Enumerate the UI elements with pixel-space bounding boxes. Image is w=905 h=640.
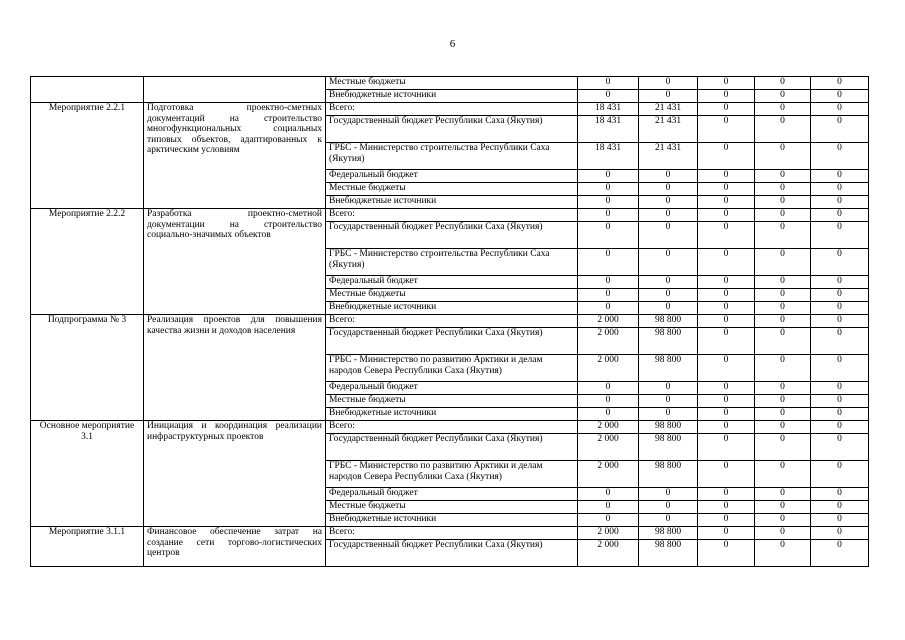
amount-cell: 0 bbox=[639, 196, 698, 209]
amount-cell: 0 bbox=[811, 90, 869, 103]
amount-cell: 2 000 bbox=[578, 328, 639, 355]
amount-cell: 0 bbox=[755, 461, 811, 488]
amount-cell: 0 bbox=[811, 143, 869, 170]
funding-source-cell: Всего: bbox=[326, 209, 578, 222]
table-row bbox=[31, 315, 869, 328]
amount-cell: 0 bbox=[578, 302, 639, 315]
amount-cell: 0 bbox=[698, 183, 755, 196]
amount-cell: 0 bbox=[639, 289, 698, 302]
amount-cell: 0 bbox=[698, 488, 755, 501]
program-code-cell: Подпрограмма № 3 bbox=[31, 315, 144, 421]
table-row bbox=[31, 527, 869, 540]
amount-cell: 0 bbox=[755, 103, 811, 116]
amount-cell: 98 800 bbox=[639, 461, 698, 488]
amount-cell: 0 bbox=[755, 488, 811, 501]
amount-cell: 0 bbox=[811, 170, 869, 183]
funding-source-cell: Местные бюджеты bbox=[326, 183, 578, 196]
amount-cell: 0 bbox=[698, 315, 755, 328]
amount-cell: 0 bbox=[755, 540, 811, 567]
amount-cell: 0 bbox=[578, 90, 639, 103]
amount-cell: 0 bbox=[578, 501, 639, 514]
amount-cell: 0 bbox=[698, 328, 755, 355]
amount-cell: 0 bbox=[698, 90, 755, 103]
amount-cell: 18 431 bbox=[578, 143, 639, 170]
funding-source-cell: Внебюджетные источники bbox=[326, 514, 578, 527]
amount-cell: 18 431 bbox=[578, 103, 639, 116]
funding-source-cell: Всего: bbox=[326, 103, 578, 116]
table-row bbox=[31, 209, 869, 222]
amount-cell: 0 bbox=[698, 289, 755, 302]
amount-cell: 0 bbox=[578, 196, 639, 209]
amount-cell: 0 bbox=[755, 355, 811, 382]
amount-cell: 0 bbox=[755, 209, 811, 222]
amount-cell: 0 bbox=[698, 395, 755, 408]
amount-cell: 0 bbox=[698, 527, 755, 540]
amount-cell: 0 bbox=[639, 249, 698, 276]
amount-cell: 0 bbox=[578, 289, 639, 302]
amount-cell: 0 bbox=[755, 289, 811, 302]
amount-cell: 0 bbox=[698, 461, 755, 488]
amount-cell: 0 bbox=[811, 395, 869, 408]
funding-source-cell: Внебюджетные источники bbox=[326, 408, 578, 421]
program-title-cell: Реализация проектов для повышения качества жизни и доходов населения bbox=[144, 315, 326, 421]
amount-cell: 0 bbox=[698, 408, 755, 421]
amount-cell: 98 800 bbox=[639, 527, 698, 540]
amount-cell: 21 431 bbox=[639, 116, 698, 143]
funding-source-cell: Государственный бюджет Республики Саха (Якутия) bbox=[326, 116, 578, 143]
amount-cell: 0 bbox=[811, 249, 869, 276]
amount-cell: 0 bbox=[811, 302, 869, 315]
funding-source-cell: Федеральный бюджет bbox=[326, 170, 578, 183]
amount-cell: 0 bbox=[578, 183, 639, 196]
amount-cell: 0 bbox=[811, 116, 869, 143]
amount-cell: 0 bbox=[811, 434, 869, 461]
funding-source-cell: Федеральный бюджет bbox=[326, 488, 578, 501]
amount-cell: 0 bbox=[698, 382, 755, 395]
amount-cell: 0 bbox=[755, 527, 811, 540]
amount-cell: 0 bbox=[755, 196, 811, 209]
amount-cell: 0 bbox=[698, 434, 755, 461]
funding-source-cell: Местные бюджеты bbox=[326, 77, 578, 90]
program-code-cell bbox=[31, 77, 144, 103]
amount-cell: 0 bbox=[698, 170, 755, 183]
amount-cell: 0 bbox=[639, 222, 698, 249]
amount-cell: 0 bbox=[639, 302, 698, 315]
amount-cell: 0 bbox=[755, 276, 811, 289]
amount-cell: 0 bbox=[755, 249, 811, 276]
amount-cell: 0 bbox=[578, 249, 639, 276]
program-title-cell: Инициация и координация реализации инфраструктурных проектов bbox=[144, 421, 326, 527]
program-title-cell bbox=[144, 77, 326, 103]
amount-cell: 0 bbox=[755, 116, 811, 143]
funding-source-cell: Федеральный бюджет bbox=[326, 382, 578, 395]
amount-cell: 0 bbox=[639, 170, 698, 183]
amount-cell: 0 bbox=[639, 382, 698, 395]
amount-cell: 0 bbox=[639, 501, 698, 514]
amount-cell: 0 bbox=[811, 289, 869, 302]
amount-cell: 0 bbox=[811, 501, 869, 514]
amount-cell: 0 bbox=[639, 183, 698, 196]
amount-cell: 0 bbox=[698, 116, 755, 143]
amount-cell: 0 bbox=[811, 196, 869, 209]
funding-source-cell: ГРБС - Министерство по развитию Арктики и делам народов Севера Республики Саха (Якутия) bbox=[326, 355, 578, 382]
amount-cell: 98 800 bbox=[639, 434, 698, 461]
amount-cell: 0 bbox=[755, 395, 811, 408]
budget-table bbox=[30, 76, 869, 567]
page-number: 6 bbox=[449, 38, 456, 50]
amount-cell: 0 bbox=[811, 527, 869, 540]
amount-cell: 0 bbox=[755, 222, 811, 249]
amount-cell: 0 bbox=[755, 382, 811, 395]
amount-cell: 0 bbox=[578, 395, 639, 408]
amount-cell: 98 800 bbox=[639, 315, 698, 328]
amount-cell: 0 bbox=[811, 328, 869, 355]
program-title-cell: Разработка проектно-сметной документации на строительство социально-значимых объектов bbox=[144, 209, 326, 315]
program-code-cell: Основное мероприятие 3.1 bbox=[31, 421, 144, 527]
amount-cell: 0 bbox=[578, 408, 639, 421]
amount-cell: 0 bbox=[755, 514, 811, 527]
funding-source-cell: Государственный бюджет Республики Саха (Якутия) bbox=[326, 540, 578, 567]
funding-source-cell: Внебюджетные источники bbox=[326, 90, 578, 103]
funding-source-cell: Всего: bbox=[326, 421, 578, 434]
amount-cell: 0 bbox=[698, 143, 755, 170]
amount-cell: 0 bbox=[698, 421, 755, 434]
table-row bbox=[31, 77, 869, 90]
funding-source-cell: ГРБС - Министерство строительства Республики Саха (Якутия) bbox=[326, 143, 578, 170]
program-title-cell: Подготовка проектно-сметных документаций на строительство многофункциональных социальных типовых объектов, адаптированных к арктическим условиям bbox=[144, 103, 326, 209]
amount-cell: 2 000 bbox=[578, 355, 639, 382]
amount-cell: 0 bbox=[755, 77, 811, 90]
amount-cell: 0 bbox=[698, 302, 755, 315]
amount-cell: 2 000 bbox=[578, 540, 639, 567]
amount-cell: 2 000 bbox=[578, 527, 639, 540]
amount-cell: 98 800 bbox=[639, 355, 698, 382]
funding-source-cell: Федеральный бюджет bbox=[326, 276, 578, 289]
amount-cell: 0 bbox=[578, 514, 639, 527]
amount-cell: 0 bbox=[639, 488, 698, 501]
funding-source-cell: Местные бюджеты bbox=[326, 501, 578, 514]
amount-cell: 0 bbox=[811, 315, 869, 328]
amount-cell: 0 bbox=[811, 488, 869, 501]
amount-cell: 2 000 bbox=[578, 421, 639, 434]
amount-cell: 0 bbox=[755, 90, 811, 103]
amount-cell: 0 bbox=[639, 209, 698, 222]
amount-cell: 0 bbox=[578, 209, 639, 222]
amount-cell: 0 bbox=[639, 395, 698, 408]
table-row bbox=[31, 421, 869, 434]
amount-cell: 0 bbox=[698, 540, 755, 567]
amount-cell: 0 bbox=[755, 434, 811, 461]
funding-source-cell: Внебюджетные источники bbox=[326, 302, 578, 315]
program-code-cell: Мероприятие 2.2.1 bbox=[31, 103, 144, 209]
funding-source-cell: ГРБС - Министерство по развитию Арктики и делам народов Севера Республики Саха (Якутия) bbox=[326, 461, 578, 488]
amount-cell: 0 bbox=[811, 382, 869, 395]
funding-source-cell: Местные бюджеты bbox=[326, 395, 578, 408]
program-title-cell: Финансовое обеспечение затрат на создание сети торгово-логистических центров bbox=[144, 527, 326, 567]
funding-source-cell: Государственный бюджет Республики Саха (Якутия) bbox=[326, 434, 578, 461]
amount-cell: 0 bbox=[698, 249, 755, 276]
amount-cell: 21 431 bbox=[639, 103, 698, 116]
amount-cell: 2 000 bbox=[578, 461, 639, 488]
amount-cell: 0 bbox=[639, 276, 698, 289]
amount-cell: 18 431 bbox=[578, 116, 639, 143]
amount-cell: 0 bbox=[698, 514, 755, 527]
amount-cell: 0 bbox=[578, 382, 639, 395]
amount-cell: 0 bbox=[755, 421, 811, 434]
amount-cell: 2 000 bbox=[578, 315, 639, 328]
amount-cell: 0 bbox=[811, 540, 869, 567]
amount-cell: 0 bbox=[698, 355, 755, 382]
amount-cell: 0 bbox=[578, 170, 639, 183]
amount-cell: 0 bbox=[811, 514, 869, 527]
amount-cell: 21 431 bbox=[639, 143, 698, 170]
amount-cell: 98 800 bbox=[639, 328, 698, 355]
amount-cell: 0 bbox=[698, 276, 755, 289]
amount-cell: 0 bbox=[578, 77, 639, 90]
amount-cell: 0 bbox=[639, 408, 698, 421]
amount-cell: 0 bbox=[698, 222, 755, 249]
amount-cell: 0 bbox=[811, 209, 869, 222]
amount-cell: 0 bbox=[755, 315, 811, 328]
amount-cell: 2 000 bbox=[578, 434, 639, 461]
funding-source-cell: Государственный бюджет Республики Саха (Якутия) bbox=[326, 222, 578, 249]
amount-cell: 0 bbox=[755, 170, 811, 183]
amount-cell: 0 bbox=[755, 183, 811, 196]
funding-source-cell: Всего: bbox=[326, 527, 578, 540]
amount-cell: 0 bbox=[578, 488, 639, 501]
funding-source-cell: Государственный бюджет Республики Саха (Якутия) bbox=[326, 328, 578, 355]
amount-cell: 0 bbox=[698, 196, 755, 209]
amount-cell: 0 bbox=[698, 501, 755, 514]
amount-cell: 0 bbox=[811, 77, 869, 90]
amount-cell: 0 bbox=[639, 514, 698, 527]
amount-cell: 0 bbox=[755, 328, 811, 355]
amount-cell: 98 800 bbox=[639, 540, 698, 567]
amount-cell: 0 bbox=[755, 143, 811, 170]
amount-cell: 0 bbox=[698, 77, 755, 90]
amount-cell: 0 bbox=[811, 222, 869, 249]
amount-cell: 0 bbox=[755, 408, 811, 421]
program-code-cell: Мероприятие 3.1.1 bbox=[31, 527, 144, 567]
amount-cell: 0 bbox=[639, 90, 698, 103]
program-code-cell: Мероприятие 2.2.2 bbox=[31, 209, 144, 315]
amount-cell: 0 bbox=[698, 103, 755, 116]
amount-cell: 0 bbox=[811, 355, 869, 382]
amount-cell: 0 bbox=[578, 222, 639, 249]
funding-source-cell: ГРБС - Министерство строительства Республики Саха (Якутия) bbox=[326, 249, 578, 276]
amount-cell: 0 bbox=[755, 302, 811, 315]
amount-cell: 0 bbox=[811, 461, 869, 488]
funding-source-cell: Внебюджетные источники bbox=[326, 196, 578, 209]
table-body bbox=[31, 77, 869, 567]
amount-cell: 0 bbox=[639, 77, 698, 90]
amount-cell: 0 bbox=[578, 276, 639, 289]
amount-cell: 0 bbox=[811, 276, 869, 289]
funding-source-cell: Всего: bbox=[326, 315, 578, 328]
amount-cell: 0 bbox=[811, 103, 869, 116]
table-row bbox=[31, 103, 869, 116]
amount-cell: 0 bbox=[811, 408, 869, 421]
funding-source-cell: Местные бюджеты bbox=[326, 289, 578, 302]
amount-cell: 98 800 bbox=[639, 421, 698, 434]
amount-cell: 0 bbox=[811, 183, 869, 196]
amount-cell: 0 bbox=[755, 501, 811, 514]
amount-cell: 0 bbox=[698, 209, 755, 222]
amount-cell: 0 bbox=[811, 421, 869, 434]
